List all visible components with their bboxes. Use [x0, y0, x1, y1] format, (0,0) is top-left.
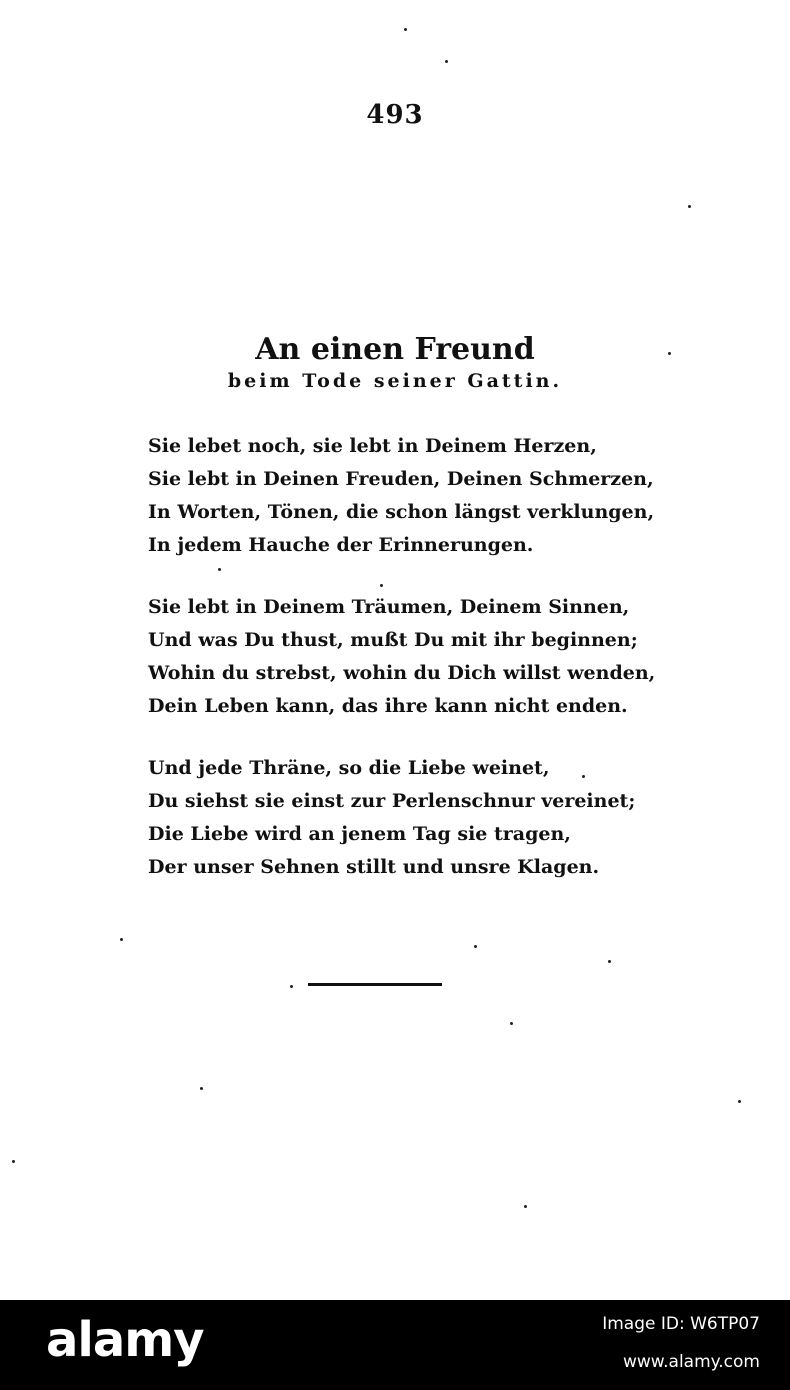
poem-line: Der unser Sehnen stillt und unsre Klagen. [148, 856, 600, 878]
page-number: 493 [366, 100, 424, 130]
poem-line: Sie lebt in Deinem Träumen, Deinem Sinnen, [148, 596, 630, 618]
poem-body [148, 430, 656, 913]
poem-line: Sie lebt in Deinen Freuden, Deinen Schmerzen, [148, 468, 654, 490]
dust-speck [524, 1205, 527, 1208]
dust-speck [688, 205, 691, 208]
poem-line: Die Liebe wird an jenem Tag sie tragen, [148, 823, 571, 845]
dust-speck [290, 985, 293, 988]
dust-speck [200, 1087, 203, 1090]
poem-line: Dein Leben kann, das ihre kann nicht enden. [148, 695, 628, 717]
poem-line: In Worten, Tönen, die schon längst verklungen, [148, 501, 655, 523]
dust-speck [12, 1160, 15, 1163]
dust-speck [474, 945, 477, 948]
poem-line: Und was Du thust, mußt Du mit ihr beginnen; [148, 629, 638, 651]
poem-line: Sie lebet noch, sie lebt in Deinem Herzen, [148, 435, 597, 457]
closing-rule [308, 983, 442, 986]
poem-subtitle: beim Tode seiner Gattin. [227, 370, 563, 392]
dust-speck [380, 584, 383, 587]
poem-line: Wohin du strebst, wohin du Dich willst wenden, [148, 662, 656, 684]
stanza [148, 591, 656, 723]
poem-line: Du siehst sie einst zur Perlenschnur vereinet; [148, 790, 636, 812]
site-url: www.alamy.com [622, 1352, 760, 1372]
dust-speck [218, 568, 221, 571]
dust-speck [120, 938, 123, 941]
image-id-label: Image ID: W6TP07 [602, 1314, 760, 1334]
dust-speck [582, 775, 585, 778]
poem-line: Und jede Thräne, so die Liebe weinet, [148, 757, 550, 779]
alamy-logo: alamy [46, 1312, 204, 1368]
dust-speck [668, 352, 671, 355]
dust-speck [608, 960, 611, 963]
poem-title: An einen Freund [255, 332, 535, 367]
dust-speck [404, 28, 407, 31]
dust-speck [510, 1022, 513, 1025]
poem-line: In jedem Hauche der Erinnerungen. [148, 534, 534, 556]
dust-speck [738, 1100, 741, 1103]
stanza [148, 752, 648, 884]
stanza [148, 430, 655, 562]
dust-speck [445, 60, 448, 63]
